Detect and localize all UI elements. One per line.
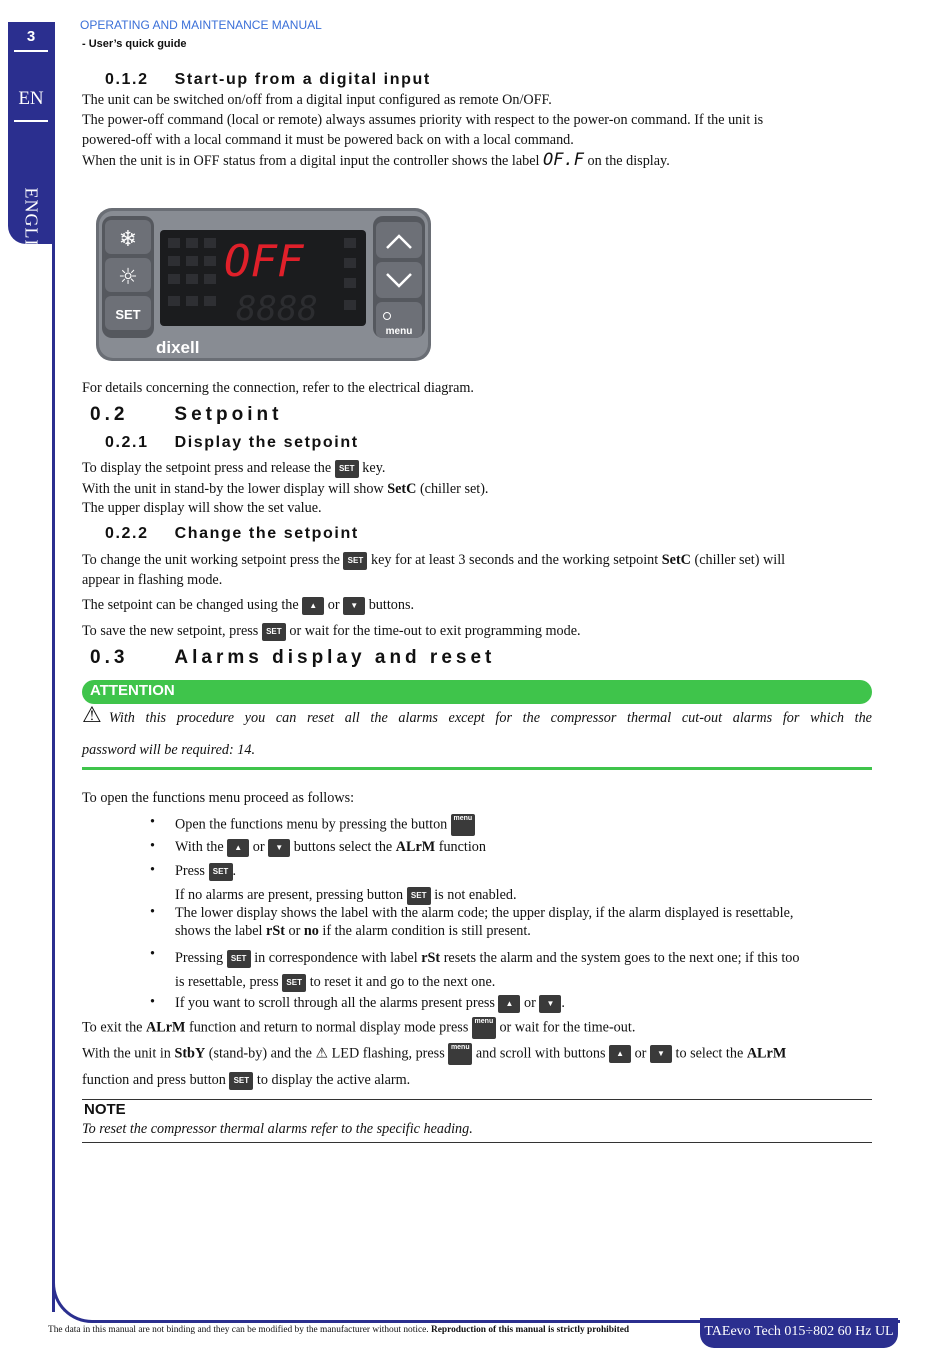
text: is resettable, press bbox=[175, 974, 279, 990]
text: function and return to normal display mode press bbox=[188, 1019, 469, 1036]
section-title: Display the setpoint bbox=[174, 434, 359, 451]
text: buttons. bbox=[368, 597, 415, 613]
set-key-icon: SET bbox=[407, 887, 431, 905]
paragraph bbox=[82, 550, 785, 570]
bullet: • bbox=[150, 814, 155, 830]
page-number: 3 bbox=[26, 28, 36, 45]
down-key[interactable] bbox=[376, 262, 422, 298]
text: if the alarm condition is still present. bbox=[322, 923, 531, 939]
set-key-icon: SET bbox=[335, 460, 359, 478]
bullet: • bbox=[150, 862, 155, 878]
list-item: Press SET . bbox=[175, 863, 237, 879]
paragraph bbox=[82, 1017, 635, 1039]
list-item-note bbox=[175, 886, 875, 905]
paragraph bbox=[82, 150, 670, 171]
attention-text bbox=[82, 703, 872, 728]
sun-icon: ☼ bbox=[118, 265, 138, 290]
paragraph: The power-off command (local or remote) always assumes priority with respect to the power-on command. If the unit is bbox=[82, 112, 764, 128]
footer-disclaimer bbox=[48, 1325, 629, 1335]
note-divider bbox=[82, 1099, 872, 1100]
paragraph: powered-off with a local command it must be powered back on with a local command. bbox=[82, 132, 574, 148]
note-label: NOTE bbox=[84, 1101, 126, 1118]
list-item bbox=[175, 814, 875, 836]
up-key-icon: ▲ bbox=[227, 839, 249, 857]
text: key for at least 3 seconds and the working setpoint bbox=[370, 552, 659, 568]
set-key-label: SET bbox=[115, 307, 141, 322]
section-heading-012 bbox=[105, 71, 431, 89]
text: With the unit in bbox=[82, 1045, 171, 1062]
list-item: If you want to scroll through all the alarms present press ▲ or ▼ . bbox=[175, 995, 565, 1011]
text: shows the label bbox=[175, 923, 263, 939]
text: Reproduction of this manual is strictly prohibited bbox=[430, 1325, 630, 1335]
down-key-icon: ▼ bbox=[343, 597, 365, 615]
tab-divider bbox=[14, 120, 48, 122]
paragraph bbox=[82, 595, 414, 615]
up-key-icon: ▲ bbox=[302, 597, 324, 615]
text: resets the alarm and the system goes to the next one; if this too bbox=[443, 950, 800, 966]
text: or wait for the time-out. bbox=[499, 1019, 636, 1036]
paragraph bbox=[82, 458, 385, 478]
text: or bbox=[524, 995, 536, 1011]
text: The data in this manual are not binding and they can be modified by the manufacturer without notice. bbox=[48, 1325, 429, 1335]
text: function bbox=[438, 839, 486, 855]
section-title: Change the setpoint bbox=[174, 525, 359, 542]
up-key-icon: ▲ bbox=[609, 1045, 631, 1063]
up-key[interactable] bbox=[376, 222, 422, 258]
text: To save the new setpoint, press bbox=[82, 623, 259, 639]
text: To exit the bbox=[82, 1019, 143, 1036]
text: With this procedure you can reset all the alarms except for the compressor thermal cut-out alarms for which the bbox=[108, 710, 872, 726]
code-label: no bbox=[303, 923, 319, 939]
section-heading-022 bbox=[105, 525, 359, 543]
frame-corner bbox=[52, 1275, 112, 1323]
set-key-icon: SET bbox=[262, 623, 286, 641]
bullet: • bbox=[150, 838, 155, 854]
text: or wait for the time-out to exit programming mode. bbox=[289, 623, 581, 639]
note-text: To reset the compressor thermal alarms refer to the specific heading. bbox=[82, 1121, 473, 1137]
text: To display the setpoint press and release the bbox=[82, 460, 332, 476]
set-key-icon: SET bbox=[227, 950, 251, 968]
warning-icon: ⚠ bbox=[315, 1045, 329, 1062]
menu-key-label: menu bbox=[385, 326, 413, 337]
text: With the unit in stand-by the lower display will show bbox=[82, 481, 384, 497]
text: (stand-by) and the bbox=[208, 1045, 312, 1062]
code-label: rSt bbox=[421, 950, 441, 966]
attention-divider bbox=[82, 767, 872, 770]
list-item bbox=[175, 838, 875, 857]
section-number: 0.1.2 bbox=[105, 71, 149, 88]
brand-logo: dixell bbox=[156, 338, 200, 357]
section-number: 0.3 bbox=[90, 647, 129, 668]
paragraph: To open the functions menu proceed as follows: bbox=[82, 790, 355, 806]
paragraph bbox=[82, 479, 488, 499]
display-label: OF.F bbox=[543, 150, 584, 170]
text: or bbox=[634, 1045, 647, 1062]
text: When the unit is in OFF status from a digital input the controller shows the label bbox=[82, 153, 540, 169]
code-label: SetC bbox=[387, 481, 417, 497]
text: The lower display shows the label with the alarm code; the upper display, if the alarm displayed is resettable, bbox=[175, 905, 794, 921]
up-key-icon: ▲ bbox=[498, 995, 520, 1013]
upper-display: OFF bbox=[224, 236, 304, 287]
language-tab bbox=[8, 22, 54, 272]
code-label: SetC bbox=[661, 552, 691, 568]
attention-label: ATTENTION bbox=[90, 682, 175, 699]
section-title: Setpoint bbox=[174, 404, 283, 425]
section-title: Start-up from a digital input bbox=[174, 71, 431, 88]
section-heading-03 bbox=[90, 647, 495, 669]
paragraph bbox=[82, 1043, 874, 1065]
list-item bbox=[175, 904, 875, 940]
text: or bbox=[327, 597, 340, 613]
text: buttons select the bbox=[293, 839, 393, 855]
controller-illustration bbox=[96, 208, 431, 361]
warning-icon: ⚠ bbox=[82, 703, 109, 728]
code-label: ALrM bbox=[746, 1045, 787, 1062]
section-number: 0.2.2 bbox=[105, 525, 149, 542]
text: and scroll with buttons bbox=[475, 1045, 606, 1062]
code-label: rSt bbox=[266, 923, 285, 939]
text: is not enabled. bbox=[434, 887, 517, 903]
section-heading-02 bbox=[90, 404, 282, 426]
text: function and press button bbox=[82, 1072, 226, 1088]
paragraph: For details concerning the connection, refer to the electrical diagram. bbox=[82, 380, 474, 396]
down-key-icon: ▼ bbox=[268, 839, 290, 857]
bullet: • bbox=[150, 904, 155, 920]
code-label: ALrM bbox=[146, 1019, 186, 1036]
text: Open the functions menu by pressing the button bbox=[175, 816, 448, 833]
text: in correspondence with label bbox=[254, 950, 418, 966]
text: on the display. bbox=[587, 153, 670, 169]
text: or bbox=[252, 839, 265, 855]
set-key-icon: SET bbox=[343, 552, 367, 570]
paragraph: appear in flashing mode. bbox=[82, 572, 223, 588]
text: to display the active alarm. bbox=[256, 1072, 411, 1088]
bullet: • bbox=[150, 994, 155, 1010]
code-label: ALrM bbox=[395, 839, 436, 855]
down-key-icon: ▼ bbox=[539, 995, 561, 1013]
attention-text: password will be required: 14. bbox=[82, 742, 256, 758]
paragraph bbox=[82, 1070, 410, 1090]
menu-key-icon: menu bbox=[451, 814, 475, 836]
text: If you want to scroll through all the alarms present press bbox=[175, 995, 495, 1011]
text-line bbox=[175, 970, 875, 994]
menu-key-icon: menu bbox=[472, 1017, 496, 1039]
attention-banner bbox=[82, 680, 872, 704]
text: (chiller set) will bbox=[694, 552, 786, 568]
code-label: StbY bbox=[174, 1045, 206, 1062]
section-number: 0.2.1 bbox=[105, 434, 149, 451]
text: With the bbox=[175, 839, 224, 855]
paragraph: The upper display will show the set value. bbox=[82, 500, 322, 516]
language-code: EN bbox=[18, 88, 44, 109]
lower-display: 8888 bbox=[236, 289, 318, 329]
section-heading-021 bbox=[105, 434, 359, 452]
text: to select the bbox=[675, 1045, 744, 1062]
tab-divider bbox=[14, 50, 48, 52]
text: (chiller set). bbox=[419, 481, 489, 497]
language-name: ENGLISH bbox=[21, 187, 42, 272]
text: Pressing bbox=[175, 950, 224, 966]
set-key-icon: SET bbox=[282, 974, 306, 992]
text-line bbox=[175, 922, 875, 940]
text: To change the unit working setpoint press the bbox=[82, 552, 340, 568]
text: to reset it and go to the next one. bbox=[309, 974, 496, 990]
text-line bbox=[175, 946, 875, 970]
snowflake-icon: ❄ bbox=[118, 227, 138, 252]
text: If no alarms are present, pressing button bbox=[175, 887, 404, 903]
footer-model: TAEevo Tech 015÷802 60 Hz UL bbox=[700, 1318, 898, 1348]
bullet: • bbox=[150, 946, 155, 962]
paragraph bbox=[82, 621, 581, 641]
menu-key-icon: menu bbox=[448, 1043, 472, 1065]
text: key. bbox=[362, 460, 386, 476]
section-number: 0.2 bbox=[90, 404, 129, 425]
manual-subtitle: - User’s quick guide bbox=[82, 38, 187, 50]
down-key-icon: ▼ bbox=[650, 1045, 672, 1063]
text: The setpoint can be changed using the bbox=[82, 597, 299, 613]
text: LED flashing, press bbox=[331, 1045, 445, 1062]
note-divider bbox=[82, 1142, 872, 1143]
list-item bbox=[175, 946, 875, 994]
manual-title: OPERATING AND MAINTENANCE MANUAL bbox=[80, 18, 322, 32]
frame-line bbox=[52, 22, 55, 1312]
paragraph: The unit can be switched on/off from a digital input configured as remote On/OFF. bbox=[82, 92, 552, 108]
text: Press bbox=[175, 863, 205, 879]
section-title: Alarms display and reset bbox=[174, 647, 496, 668]
set-key-icon: SET bbox=[209, 863, 233, 881]
text: or bbox=[288, 923, 301, 939]
set-key-icon: SET bbox=[229, 1072, 253, 1090]
